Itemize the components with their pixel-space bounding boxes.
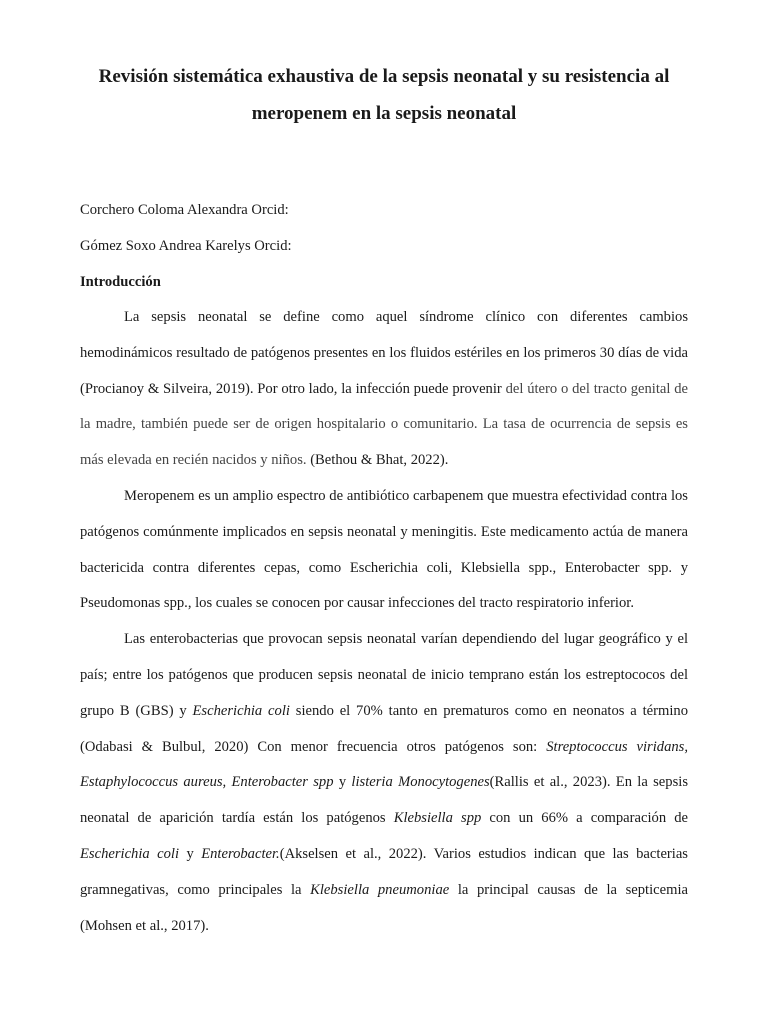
p3-italic-6: Enterobacter. xyxy=(201,845,280,862)
title-line-1: Revisión sistemática exhaustiva de la sepsis neonatal y su resistencia al xyxy=(98,66,670,87)
section-heading: Introducción xyxy=(80,274,161,290)
p3-text-2: siendo el 70% tanto en prematuros como en neonatos a término (Odabasi & Bulbul, 2020) Con menor frecuencia otros patógenos son: xyxy=(80,702,688,755)
p3-italic-3: listeria Monocytogenes xyxy=(351,774,490,791)
paragraph-1-part-c: (Bethou & Bhat, 2022). xyxy=(310,452,449,469)
p3-italic-4: Klebsiella spp xyxy=(393,810,482,827)
paragraph-2: Meropenem es un amplio espectro de antibiótico carbapenem que muestra efectividad contra los patógenos comúnmente implicados en sepsis neonatal y meningitis. Este medicamento actúa de manera bactericida contra diferentes cepas, como Escherichia coli, Klebsiella spp., Enterobacter spp. y Pseudomonas spp., los cuales se conocen por causar infecciones del tracto respiratorio inferior. xyxy=(80,487,688,612)
p3-text-8: la principal causas de la septicemia (Mohsen et al., 2017). xyxy=(80,881,688,934)
p3-text-1: Las enterobacterias que provocan sepsis neonatal varían dependiendo del lugar geográfico y el país; entre los patógenos que producen sepsis neonatal de inicio temprano están los estreptococos del grupo B (GBS) y xyxy=(80,631,688,719)
paragraph-1 xyxy=(80,300,688,479)
p3-italic-2: Streptococcus viridans, Estaphylococcus aureus, Enterobacter spp xyxy=(80,738,688,791)
author-2: Gómez Soxo Andrea Karelys Orcid: xyxy=(80,238,292,254)
p3-text-6: y xyxy=(179,845,202,862)
paragraph-3 xyxy=(80,622,688,944)
p3-italic-1: Escherichia coli xyxy=(192,702,290,719)
p3-text-7: (Akselsen et al., 2022). Varios estudios indican que las bacterias gramnegativas, como principales la xyxy=(80,845,688,898)
title-line-2: meropenem en la sepsis neonatal xyxy=(251,103,517,124)
p3-italic-5: Escherichia coli xyxy=(80,845,180,862)
author-1: Corchero Coloma Alexandra Orcid: xyxy=(80,202,289,218)
p3-text-5: con un 66% a comparación de xyxy=(481,810,689,827)
paragraph-1-part-a: La sepsis neonatal se define como aquel síndrome clínico con diferentes cambios hemodinámicos resultado de patógenos presentes en los fluidos estériles en los primeros 30 días de vida (Procianoy & Silveira, 2019). Por otro lado, la infección puede provenir xyxy=(80,309,688,397)
p3-text-4: (Rallis et al., 2023). En la sepsis neonatal de aparición tardía están los patógenos xyxy=(80,774,688,827)
document-title xyxy=(80,58,688,132)
paragraph-1-part-b: del útero o del tracto genital de la madre, también puede ser de origen hospitalario o comunitario. La tasa de ocurrencia de sepsis es más elevada en recién nacidos y niños. xyxy=(80,380,688,469)
p3-text-3: y xyxy=(333,774,352,791)
author-list xyxy=(80,192,688,264)
p3-italic-7: Klebsiella pneumoniae xyxy=(310,881,450,898)
